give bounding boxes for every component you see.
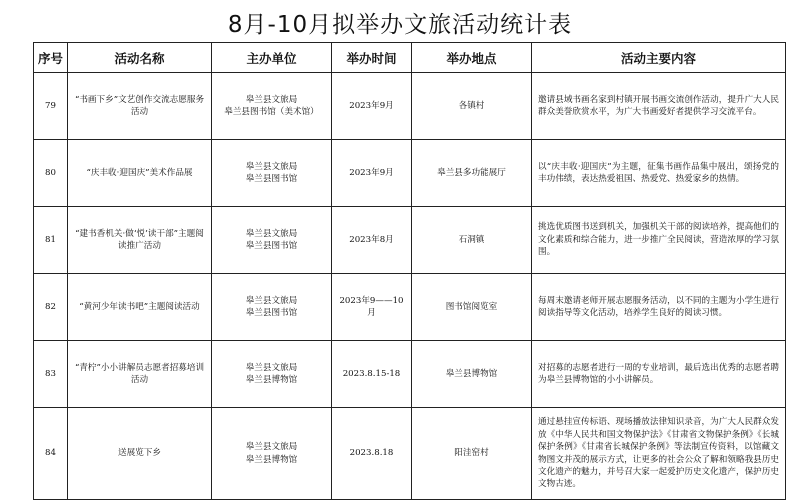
table-header-row — [34, 43, 786, 73]
organizer-line: 皋兰县文旅局 — [245, 362, 298, 373]
row-time: 2023.8.18 — [332, 408, 412, 500]
organizer-line: 皋兰县博物馆 — [245, 375, 298, 385]
row-location: 图书馆阅览室 — [412, 274, 532, 341]
page-title: 8月-10月拟举办文旅活动统计表 — [227, 12, 573, 38]
organizer-line: 皋兰县文旅局 — [245, 442, 298, 453]
row-organizer — [212, 73, 332, 140]
row-activity-name: “黄河少年读书吧”主题阅读活动 — [68, 274, 212, 341]
table-row — [34, 408, 786, 500]
header-content: 活动主要内容 — [532, 43, 786, 73]
row-time: 2023年9月 — [332, 140, 412, 207]
row-no: 82 — [34, 274, 68, 341]
table-row — [34, 274, 786, 341]
row-location: 各镇村 — [412, 73, 532, 140]
row-activity-name: 送展览下乡 — [68, 408, 212, 500]
row-organizer — [212, 341, 332, 408]
organizer-line: 皋兰县图书馆（美术馆） — [224, 107, 319, 117]
row-location: 皋兰县多功能展厅 — [412, 140, 532, 207]
organizer-line: 皋兰县博物馆 — [245, 454, 298, 465]
row-content: 挑选优质图书送到机关，加强机关干部的阅读培养，提高他们的文化素质和综合能力，进一步推广全民阅读，营造浓厚的学习氛围。 — [532, 207, 786, 274]
row-location: 皋兰县博物馆 — [412, 341, 532, 408]
organizer-line: 皋兰县文旅局 — [245, 94, 298, 105]
row-activity-name: “书画下乡”文艺创作交流志愿服务活动 — [68, 73, 212, 140]
row-no: 80 — [34, 140, 68, 207]
row-activity-name: “庆丰收·迎国庆”美术作品展 — [68, 140, 212, 207]
row-organizer — [212, 140, 332, 207]
row-no: 81 — [34, 207, 68, 274]
organizer-line: 皋兰县文旅局 — [245, 228, 298, 239]
table-row — [34, 73, 786, 140]
activity-table — [33, 42, 786, 500]
header-no: 序号 — [34, 43, 68, 73]
row-time: 2023.8.15-18 — [332, 341, 412, 408]
organizer-line: 皋兰县文旅局 — [245, 161, 298, 172]
table-row — [34, 207, 786, 274]
row-time: 2023年9月 — [332, 73, 412, 140]
row-content: 每周末邀请老师开展志愿服务活动，以不同的主题为小学生进行阅读指导等文化活动，培养学生良好的阅读习惯。 — [532, 274, 786, 341]
row-no: 84 — [34, 408, 68, 500]
row-time: 2023年9——10月 — [332, 274, 412, 341]
organizer-line: 皋兰县图书馆 — [245, 241, 298, 251]
row-organizer — [212, 408, 332, 500]
header-organizer: 主办单位 — [212, 43, 332, 73]
table-row — [34, 140, 786, 207]
header-name: 活动名称 — [68, 43, 212, 73]
organizer-line: 皋兰县图书馆 — [245, 308, 298, 318]
organizer-line: 皋兰县文旅局 — [245, 295, 298, 306]
row-no: 83 — [34, 341, 68, 408]
row-content: 通过悬挂宣传标语、现场播放法律知识录音，为广大人民群众发放《中华人民共和国文物保护法》《甘肃省文物保护条例》《长城保护条例》《甘肃省长城保护条例》等法制宣传资料，以馆藏文物图文并茂的展示方式，让更多的社会公众了解和领略我县历史文化遗产的魅力，并号召大家一起爱护历史文化遗产，保护历史文物古迹。 — [532, 408, 786, 500]
header-time: 举办时间 — [332, 43, 412, 73]
row-organizer — [212, 274, 332, 341]
row-location: 阳洼窑村 — [412, 408, 532, 500]
row-content: 邀请县域书画名家到村镇开展书画交流创作活动，提升广大人民群众美誉欣赏水平，为广大书画爱好者提供学习交流平台。 — [532, 73, 786, 140]
row-activity-name: “建书香机关·做‘悦’读干部”主题阅读推广活动 — [68, 207, 212, 274]
row-content: 以“庆丰收·迎国庆”为主题，征集书画作品集中展出，颂扬党的丰功伟绩，表达热爱祖国、热爱党、热爱家乡的热情。 — [532, 140, 786, 207]
row-location: 石洞镇 — [412, 207, 532, 274]
row-time: 2023年8月 — [332, 207, 412, 274]
row-activity-name: “青柠”小小讲解员志愿者招募培训活动 — [68, 341, 212, 408]
row-no: 79 — [34, 73, 68, 140]
organizer-line: 皋兰县图书馆 — [245, 174, 298, 184]
row-content: 对招募的志愿者进行一周的专业培训，最后选出优秀的志愿者聘为皋兰县博物馆的小小讲解员。 — [532, 341, 786, 408]
header-location: 举办地点 — [412, 43, 532, 73]
table-row — [34, 341, 786, 408]
row-organizer — [212, 207, 332, 274]
